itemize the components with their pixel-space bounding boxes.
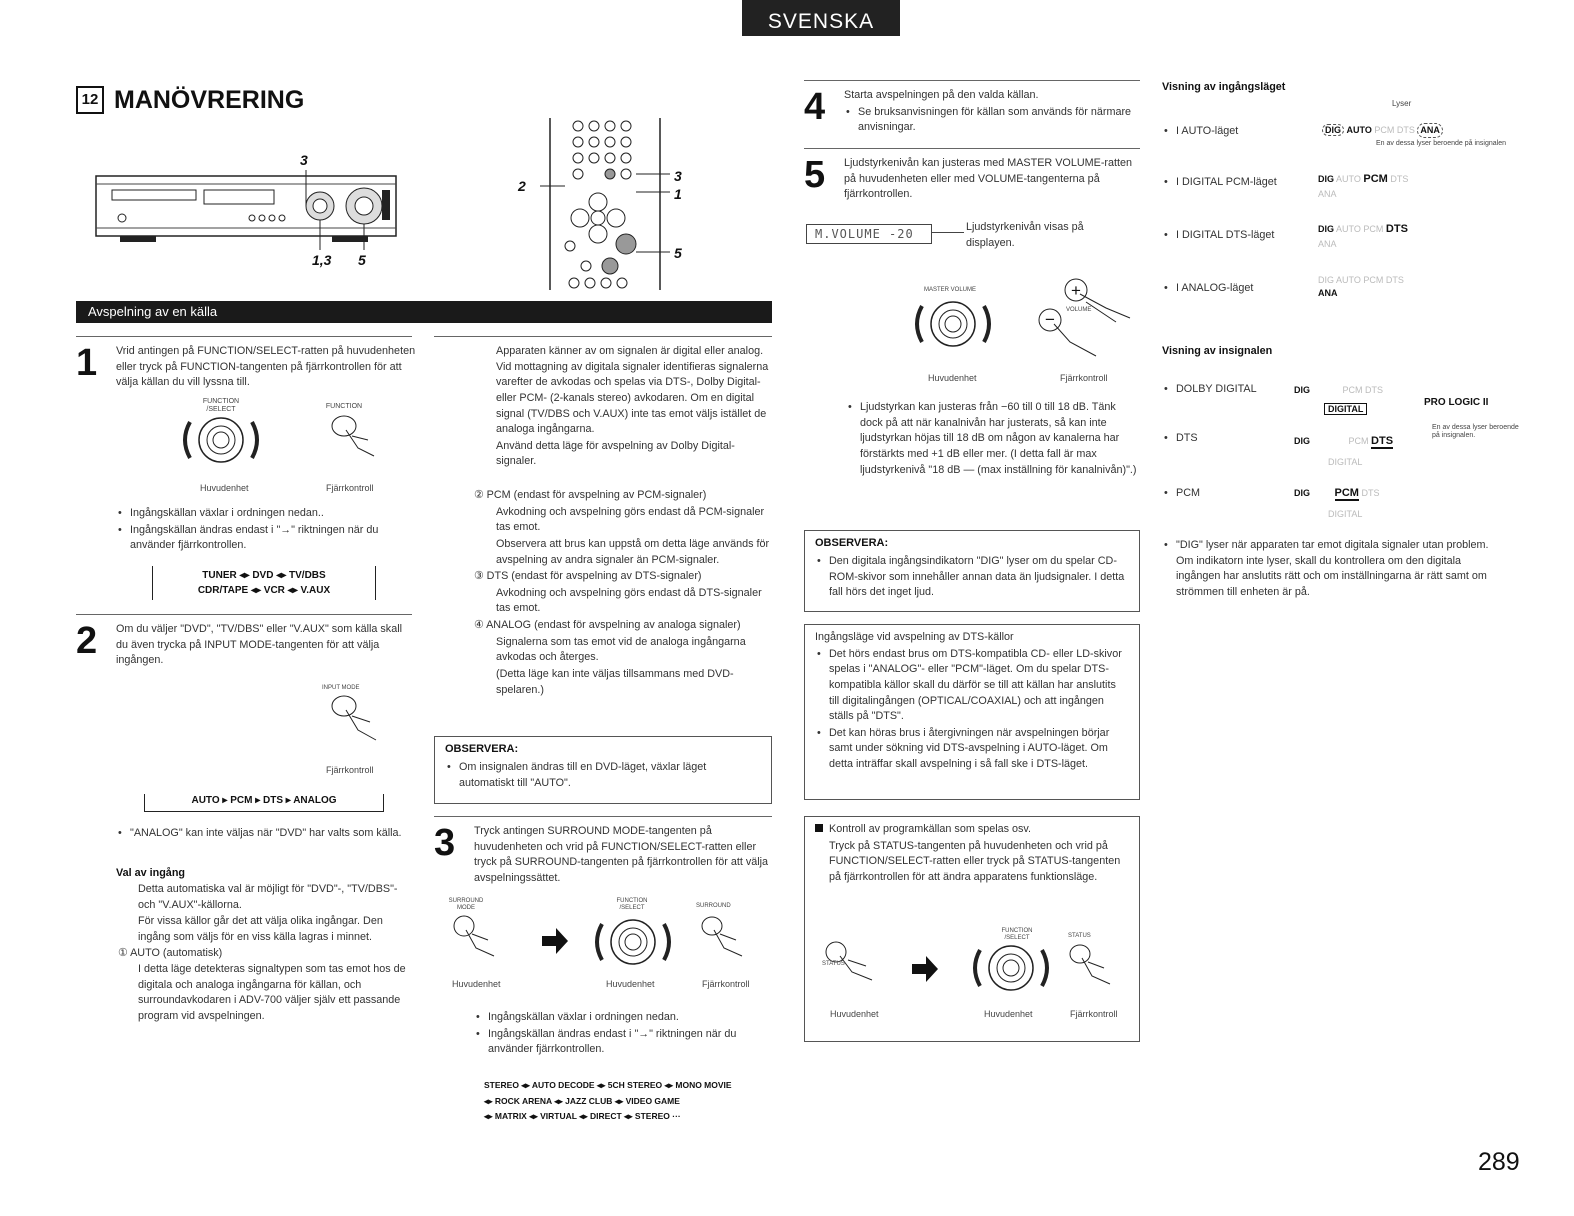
list-item — [815, 647, 1129, 725]
indicator-dig: DIG — [1294, 488, 1311, 498]
section-title — [76, 82, 304, 118]
indicator-pcm-mode — [1318, 172, 1408, 201]
step-5-number: 5 — [804, 154, 826, 196]
observera-box-2 — [804, 530, 1140, 612]
status-text: Tryck på STATUS-tangenten på huvudenheten och vrid på FUNCTION/SELECT-ratten eller tryck på STATUS-tangenten på fjärrkontrollen för att ändra apparatens funktionsläge. — [829, 839, 1121, 883]
paragraph: Avkodning och avspelning görs endast då PCM-signaler tas emot. — [496, 505, 765, 534]
label-status: STATUS — [1068, 933, 1091, 939]
step-3-text: Tryck antingen SURROUND MODE-tangenten på huvudenheten och vrid på FUNCTION/SELECT-ratten eller tryck på SURROUND-tangenten på fjärrkontrollen för att välja avspelningssättet. — [474, 825, 769, 884]
function-select-knob-icon — [966, 938, 1056, 998]
caption-main-unit: Huvudenhet — [200, 483, 249, 493]
label-function-select: FUNCTION /SELECT — [1001, 928, 1033, 941]
indicator-dig: DIG — [1318, 174, 1335, 184]
val-text — [138, 882, 412, 947]
arrow-right-icon — [540, 926, 570, 956]
remote-illustration — [540, 118, 670, 293]
analog-label: ④ ANALOG (endast för avspelning av analoga signaler) — [474, 619, 741, 632]
callout-3-right: 3 — [674, 168, 682, 184]
paragraph: Detta automatiska val är möjligt för "DVD"-, "TV/DBS"- och "V.AUX"-källorna. — [138, 883, 398, 911]
indicator-pcm-lit: PCM — [1334, 487, 1359, 499]
list-item: • "ANALOG" kan inte väljas när "DVD" har valts som källa. — [116, 826, 416, 842]
list-item: • I ANALOG-läget — [1162, 281, 1302, 297]
indicator-dig: DIG — [1294, 385, 1311, 395]
remote-button-press-icon — [696, 912, 756, 968]
note-dts: En av dessa lyser beroende på insignalen. — [1432, 424, 1519, 440]
step-4-text: Starta avspelningen på den valda källan. — [844, 89, 1039, 101]
indicator-dts-mode — [1318, 222, 1408, 251]
callout-1-3: 1,3 — [312, 252, 332, 268]
caption-main-unit: Huvudenhet — [452, 979, 501, 989]
step-3-bullets — [474, 1010, 770, 1059]
remote-button-press-icon — [1064, 940, 1124, 996]
page-number: 289 — [1478, 1148, 1520, 1176]
label-master-volume: MASTER VOLUME — [924, 287, 977, 293]
callout-5-left: 5 — [358, 252, 366, 268]
language-tab: SVENSKA — [742, 0, 900, 36]
dts-box-heading: Ingångsläge vid avspelning av DTS-källor — [815, 631, 1014, 643]
step-4-content — [844, 88, 1140, 137]
list-item: • Ingångskällan växlar i ordningen nedan. — [474, 1010, 770, 1026]
paragraph: Om du spelar DTS-kompatibla källor skall du därför se till att källan har anslutits till digitalingången (OPTICAL/COAXIAL) och att ingången ställs på "DTS". — [829, 663, 1116, 723]
input-sequence-diagram — [152, 566, 376, 600]
indicator-dts: DTS — [1365, 385, 1384, 395]
caption-main-unit: Huvudenhet — [830, 1009, 879, 1019]
signal-pcm — [1294, 486, 1380, 521]
sequence-row-3: ◂▸ MATRIX ◂▸ VIRTUAL ◂▸ DIRECT ◂▸ STEREO ··· — [484, 1111, 681, 1122]
indicator-ana: ANA — [1417, 123, 1443, 138]
observera-title: OBSERVERA: — [815, 537, 889, 549]
indicator-pcm: PCM — [1342, 385, 1363, 395]
indicator-pcm-lit: PCM — [1363, 173, 1388, 185]
indicator-auto: AUTO — [1336, 275, 1361, 285]
section-number: 12 — [76, 86, 104, 114]
indicator-auto: AUTO — [1336, 174, 1361, 184]
caption-remote: Fjärrkontroll — [702, 979, 750, 989]
step-1-bullets — [116, 506, 416, 555]
volume-buttons-icon — [1036, 278, 1146, 368]
divider — [804, 80, 1140, 81]
svg-text:−: − — [1045, 310, 1055, 329]
list-item: • "DIG" lyser när apparaten tar emot digitala signaler utan problem. Om indikatorn inte lyser, skall du kontrollera om den digitala ingången har anslutits rätt och om inställningarna är rätt samt om strömmen till enheten är på. — [1162, 538, 1500, 601]
indicator-dts-lit: DTS — [1385, 223, 1408, 235]
caption-remote: Fjärrkontroll — [1060, 373, 1108, 383]
step-1-text: Vrid antingen på FUNCTION/SELECT-ratten på huvudenheten eller tryck på FUNCTION-tangenten på fjärrkontrollen för att välja källan du vill lyssna till. — [116, 345, 416, 389]
step-2-number: 2 — [76, 620, 98, 662]
divider — [76, 614, 412, 615]
indicator-dts: DTS — [1390, 174, 1409, 184]
indicator-auto: AUTO — [1336, 224, 1361, 234]
sequence-row-1: STEREO ◂▸ AUTO DECODE ◂▸ 5CH STEREO ◂▸ MONO MOVIE — [484, 1080, 732, 1090]
list-item: • Ingångskällan ändras endast i "→" riktningen när du använder fjärrkontrollen. — [474, 1027, 770, 1058]
caption-remote: Fjärrkontroll — [326, 765, 374, 775]
middle-text — [496, 344, 770, 471]
pcm-label: ② PCM (endast för avspelning av PCM-signaler) — [474, 489, 707, 501]
val-heading: Val av ingång — [116, 867, 186, 879]
divider — [434, 336, 772, 337]
input-mode-sequence: AUTO ▸ PCM ▸ DTS ▸ ANALOG — [144, 794, 384, 812]
list-item: • PCM — [1162, 486, 1302, 502]
auto-text: I detta läge detekteras signaltypen som tas emot hos de digitala och analoga ingångarna för källan, och surroundavkodaren i ADV-700 väljer själv ett passande program vid avspelningen. — [138, 963, 406, 1022]
paragraph: Avkodning och avspelning görs endast då DTS-signaler tas emot. — [496, 586, 762, 615]
list-item: • Det kan höras brus i återgivningen när avspelningen börjar samt under sökning vid DTS-avspelning i AUTO-läget. Om detta inträffar skall avspelning i så fall ske i DTS-läget. — [815, 726, 1129, 773]
divider — [76, 336, 412, 337]
divider — [804, 148, 1140, 149]
indicator-pcm: PCM — [1363, 224, 1384, 234]
paragraph: Observera att brus kan uppstå om detta läge används för avspelning av andra signaler än PCM-signaler. — [496, 537, 770, 566]
input-mode-display-heading: Visning av ingångsläget — [1162, 81, 1286, 93]
signal-dolby-digital — [1294, 384, 1383, 416]
remote-button-press-icon — [324, 412, 384, 468]
function-select-knob-icon — [588, 912, 678, 972]
sequence-row-2: CDR/TAPE ◂▸ VCR ◂▸ V.AUX — [197, 584, 331, 596]
signal-list — [1162, 382, 1302, 503]
label-function-select: FUNCTION /SELECT — [202, 398, 240, 413]
callout-1: 1 — [674, 186, 682, 202]
indicator-dig: DIG — [1318, 224, 1335, 234]
sequence-row-1: TUNER ◂▸ DVD ◂▸ TV/DBS — [202, 570, 326, 581]
indicator-prologic: PRO LOGIC II — [1424, 397, 1489, 408]
callout-5-right: 5 — [674, 245, 682, 261]
indicator-dig: DIG — [1294, 436, 1311, 446]
label-volume: VOLUME — [1066, 307, 1092, 313]
caption-main-unit: Huvudenhet — [606, 979, 655, 989]
list-item: • Se bruksanvisningen för källan som används för närmare anvisningar. — [844, 105, 1140, 136]
caption-main-unit: Huvudenhet — [928, 373, 977, 383]
indicator-pcm: PCM — [1363, 275, 1384, 285]
indicator-ana: ANA — [1318, 188, 1337, 199]
list-item: • Ingångskällan ändras endast i "→" riktningen när du använder fjärrkontrollen. — [116, 523, 416, 554]
paragraph: Signalerna som tas emot vid de analoga ingångarna avkodas och återges. — [496, 635, 746, 664]
step-4-number: 4 — [804, 86, 826, 128]
step-2-text: Om du väljer "DVD", "TV/DBS" eller "V.AUX" som källa skall du även trycka på INPUT MODE-tangenten för att välja ingången. — [116, 623, 403, 667]
observera-title: OBSERVERA: — [445, 743, 519, 755]
step-5-bullets — [846, 400, 1140, 479]
caption-main-unit: Huvudenhet — [984, 1009, 1033, 1019]
display-caption: Ljudstyrkenivån visas på displayen. — [966, 221, 1084, 249]
indicator-dolby-digital: DIGITAL — [1328, 456, 1363, 467]
note-auto: En av dessa lyser beroende på insignalen — [1376, 140, 1506, 147]
label-surround-mode: SURROUND MODE — [448, 898, 484, 911]
caption-remote: Fjärrkontroll — [326, 483, 374, 493]
signal-dts — [1294, 434, 1393, 469]
callout-3-top: 3 — [300, 152, 308, 168]
display-leader-line — [932, 232, 964, 233]
paragraph: (Detta läge kan inte väljas tillsammans med DVD-spelaren.) — [496, 668, 734, 696]
label-function-select: FUNCTION /SELECT — [616, 898, 648, 911]
step-1-number: 1 — [76, 342, 98, 384]
surround-mode-press-icon — [448, 912, 508, 968]
status-heading: Kontroll av programkällan som spelas osv. — [815, 822, 1129, 838]
indicator-pcm: PCM — [1348, 436, 1369, 446]
step-3-number: 3 — [434, 822, 456, 864]
label-input-mode: INPUT MODE — [322, 685, 360, 691]
list-item: • Ingångskällan växlar i ordningen nedan.. — [116, 506, 416, 522]
section-bar: Avspelning av en källa — [76, 301, 772, 323]
surround-mode-sequence — [484, 1078, 774, 1125]
indicator-dolby-digital: DIGITAL — [1328, 508, 1363, 519]
indicator-ana-lit: ANA — [1318, 288, 1338, 299]
indicator-dolby-digital: DIGITAL — [1324, 403, 1367, 415]
lyser-label: Lyser — [1392, 99, 1412, 108]
step-5-text: Ljudstyrkenivån kan justeras med MASTER VOLUME-ratten på huvudenheten eller med VOLUME-tangenterna på fjärrkontrollen. — [844, 157, 1133, 201]
paragraph: Använd detta läge för avspelning av Dolby Digital-signaler. — [496, 439, 735, 468]
step-2-bullets — [116, 826, 416, 843]
indicator-dts: DTS — [1396, 125, 1415, 135]
label-status: STATUS — [822, 961, 845, 967]
dts-info-box — [804, 624, 1140, 800]
remote-button-press-icon — [324, 692, 384, 752]
indicator-pcm: PCM — [1374, 125, 1395, 135]
dts-label: ③ DTS (endast för avspelning av DTS-signaler) — [474, 570, 702, 583]
list-item: • I DIGITAL DTS-läget — [1162, 228, 1302, 280]
label-function: FUNCTION — [325, 403, 363, 410]
signal-display-heading: Visning av insignalen — [1162, 345, 1273, 357]
indicator-dts: DTS — [1361, 488, 1380, 498]
section-title-text: MANÖVRERING — [114, 86, 305, 114]
indicator-dig: DIG — [1322, 124, 1344, 136]
callout-2: 2 — [518, 178, 526, 194]
volume-display: M.VOLUME -20 — [806, 224, 932, 244]
indicator-dts-lit: DTS — [1371, 435, 1394, 447]
indicator-ana: ANA — [1318, 238, 1337, 249]
list-item: • DTS — [1162, 431, 1302, 485]
square-bullet-icon — [815, 824, 823, 832]
auto-label: ① AUTO (automatisk) — [118, 947, 223, 959]
final-bullets — [1162, 538, 1500, 602]
master-volume-knob-icon — [908, 294, 998, 354]
caption-remote: Fjärrkontroll — [1070, 1009, 1118, 1019]
indicator-dts: DTS — [1385, 275, 1404, 285]
indicator-auto — [1322, 122, 1443, 138]
list-item: • DOLBY DIGITAL — [1162, 382, 1302, 430]
observera-box-1 — [434, 736, 772, 804]
list-item: • I DIGITAL PCM-läget — [1162, 175, 1302, 227]
sequence-row-2: ◂▸ ROCK ARENA ◂▸ JAZZ CLUB ◂▸ VIDEO GAME — [484, 1095, 680, 1106]
label-surround: SURROUND — [696, 903, 731, 909]
indicator-dig: DIG — [1318, 275, 1335, 285]
function-select-knob-icon — [176, 410, 266, 470]
indicator-analog-mode — [1318, 274, 1404, 300]
paragraph: För vissa källor går det att välja olika ingångar. Den ingång som väljs för en viss källa lagras i minnet. — [138, 915, 383, 943]
mode-list — [1162, 124, 1302, 298]
arrow-right-icon — [910, 954, 940, 984]
list-item: • Om insignalen ändras till en DVD-läget, växlar läget automatiskt till "AUTO". — [445, 760, 761, 791]
divider — [434, 816, 772, 817]
svg-text:+: + — [1071, 281, 1081, 300]
pcm-section — [474, 488, 770, 699]
list-item: • Ljudstyrkan kan justeras från −60 till 0 till 18 dB. Tänk dock på att när kanalnivån har justerats, så kan inte ljudstyrkan höjas till 18 dB om någon av kanalerna har förstärkts med +1 dB eller mer. (I detta fall är max ljudstyrkenivå "18 dB — (max inställning för kanalnivån)".) — [846, 400, 1140, 478]
paragraph: Apparaten känner av om signalen är digital eller analog. Vid mottagning av digitala signaler identifieras signalerna varefter de avkodas och spelas via DTS-, Dolby Digital- eller PCM- (2-kanals stereo) avkodaren. Om en digital signal (TV/DBS och V.AUX) inte tas emot väljs istället de analoga ingångarna. — [496, 345, 769, 436]
list-item: • I AUTO-läget — [1162, 124, 1302, 174]
indicator-auto-lit: AUTO — [1346, 125, 1372, 135]
paragraph: Det hörs endast brus om DTS-kompatibla CD- eller LD-skivor spelas i "ANALOG"- eller "PCM"-läget. — [829, 647, 1122, 676]
list-item: • Den digitala ingångsindikatorn "DIG" lyser om du spelar CD-ROM-skivor som innehåller annan data än ljudsignaler. I detta fall hörs det inget ljud. — [815, 554, 1129, 601]
